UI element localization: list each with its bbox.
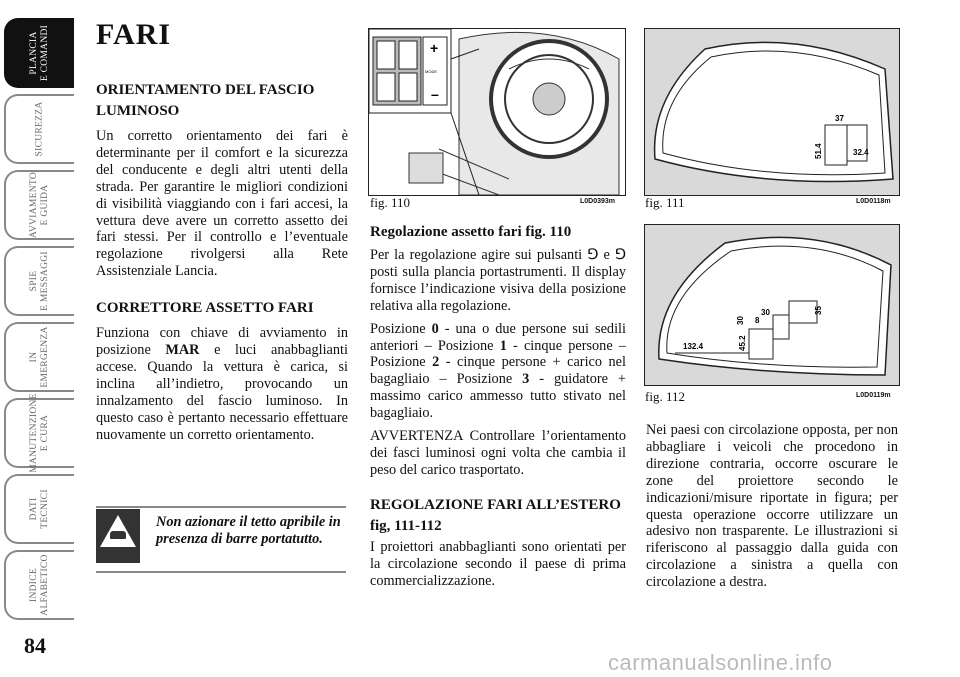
svg-text:35: 35 xyxy=(814,306,823,315)
svg-text:32.4: 32.4 xyxy=(853,148,869,157)
svg-text:+: + xyxy=(430,40,439,56)
paragraph xyxy=(96,325,348,443)
figure-caption: fig. 110 xyxy=(370,195,410,210)
tab-sicurezza[interactable] xyxy=(4,94,74,164)
svg-text:8: 8 xyxy=(755,316,760,325)
figure-caption: fig. 111 xyxy=(645,195,685,210)
svg-text:132.4: 132.4 xyxy=(683,342,704,351)
headlight-diagram xyxy=(645,225,899,385)
paragraph: Per la regolazione agire sui pulsanti ⅁ e ⅁ posti sulla plancia portastrumenti. Il display fornisce l’indicazione visiva della posizione relativa alla regolazione. xyxy=(370,247,626,314)
tab-avviamento-guida[interactable] xyxy=(4,170,74,240)
svg-text:30: 30 xyxy=(761,308,770,317)
paragraph: AVVERTENZA Controllare l’orientamento dei fasci luminosi ogni volta che cambia il peso del carico trasportato. xyxy=(370,428,626,478)
svg-text:51.4: 51.4 xyxy=(814,143,823,159)
tab-label: MANUTENZIONE E CURA xyxy=(29,393,50,473)
figure-code: L0D0393m xyxy=(580,198,616,205)
warning-text: Non azionare il tetto apribile in presenza di barre portatutto. xyxy=(156,514,341,547)
divider xyxy=(96,506,346,508)
tab-manutenzione-cura[interactable] xyxy=(4,393,74,473)
svg-text:30: 30 xyxy=(736,316,745,325)
headlight-diagram xyxy=(645,29,899,195)
text-run-bold: MAR xyxy=(165,342,200,359)
tab-dati-tecnici[interactable] xyxy=(4,474,74,544)
text-run: Funziona con chiave di avviamento in posizione xyxy=(96,325,348,359)
tab-spie-messaggi[interactable] xyxy=(4,246,74,316)
svg-text:45.2: 45.2 xyxy=(738,335,747,351)
figure-caption: fig. 112 xyxy=(645,389,685,404)
subsection-title: Regolazione assetto fari fig. 110 xyxy=(370,224,572,240)
watermark: carmanualsonline.info xyxy=(608,650,833,675)
tab-label: AVVIAMENTO E GUIDA xyxy=(29,172,50,238)
paragraph: Posizione 0 - una o due persone sui sedili anteriori – Posizione 1 - cinque persone – Posizione 2 - cinque persone + carico nel bagagliaio – Posizione 3 - guidatore + massimo carico ammesso tutto stivato nel bagagliaio. xyxy=(370,320,626,422)
tab-label: SICUREZZA xyxy=(34,101,45,157)
svg-text:37: 37 xyxy=(835,114,844,123)
tab-label: IN EMERGENZA xyxy=(29,326,50,388)
figure-code: L0D0119m xyxy=(856,392,891,399)
page-number: 84 xyxy=(24,633,46,658)
column-2 xyxy=(370,222,626,590)
section-title: ORIENTAMENTO DEL FASCIO LUMINOSO xyxy=(96,82,315,119)
divider xyxy=(96,571,346,573)
mode-label: MODE xyxy=(425,69,437,74)
tab-label: INDICE ALFABETICO xyxy=(29,554,50,616)
figure-110 xyxy=(368,28,626,196)
warning-icon xyxy=(96,509,140,563)
page-title: FARI xyxy=(96,18,172,51)
figure-112 xyxy=(644,224,900,386)
paragraph: Un corretto orientamento dei fari è determinante per il comfort e la sicurezza del conducente e degli altri utenti della strada. Per garantire le migliori condizioni di visibilità viaggiando con i fari accesi, la vettura deve avere un corretto assetto dei fari stessi. Per il controllo e l’eventuale regolazione rivolgersi alla Rete Assistenziale Lancia. xyxy=(96,128,348,280)
tab-label: DATI TECNICI xyxy=(29,489,50,529)
tab-in-emergenza[interactable] xyxy=(4,322,74,392)
dashboard-illustration xyxy=(369,29,625,195)
figure-code: L0D0118m xyxy=(856,198,891,205)
column-1 xyxy=(96,80,348,444)
section-title: CORRETTORE ASSETTO FARI xyxy=(96,300,314,317)
tab-indice-alfabetico[interactable] xyxy=(4,550,74,620)
tab-plancia-comandi[interactable] xyxy=(4,18,74,88)
svg-text:–: – xyxy=(431,86,439,102)
section-title: REGOLAZIONE FARI ALL’ESTERO fig, 111-112 xyxy=(370,496,621,534)
paragraph: Nei paesi con circolazione opposta, per non abbagliare i veicoli che procedono in direzione contraria, occorre oscurare le zone del proiettore secondo le indicazioni/misure riportate in figura; per questa operazione occorre utilizzare un adesivo non trasparente. Le illustrazioni si riferiscono al passaggio dalla guida con circolazione a sinistra a quella con circolazione a destra. xyxy=(646,422,898,591)
tab-label: SPIE E MESSAGGI xyxy=(29,251,50,311)
text-run: e luci anabbaglianti accese. Quando la vettura è carica, si inclina all’indietro, provocando un innalzamento del fascio luminoso. In questo caso è pertanto necessario effettuare nuovamente un corretto orientamento. xyxy=(96,342,348,443)
figure-111 xyxy=(644,28,900,196)
tab-label: PLANCIA E COMANDI xyxy=(29,24,50,82)
paragraph: I proiettori anabbaglianti sono orientati per la circolazione secondo il paese di prima commercializzazione. xyxy=(370,538,626,589)
column-3 xyxy=(646,422,898,591)
